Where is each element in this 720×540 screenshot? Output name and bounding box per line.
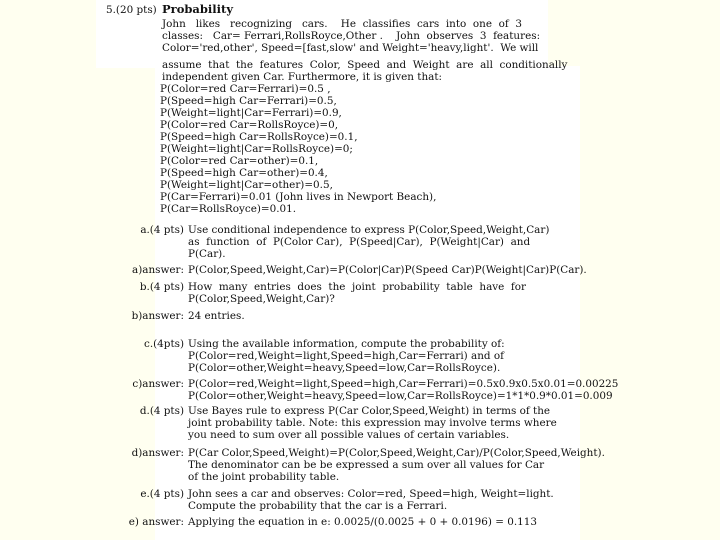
question-text: Use conditional independence to express P(Color,Speed,Weight,Car) bbox=[188, 224, 550, 236]
given-line: P(Car=Ferrari)=0.01 (John lives in Newport Beach), bbox=[160, 191, 437, 203]
question-text: P(Color,Speed,Weight,Car)? bbox=[188, 293, 335, 305]
question-label: d.(4 pts) bbox=[139, 405, 184, 417]
intro-line: independent given Car. Furthermore, it is given that: bbox=[162, 71, 443, 83]
question-text: Compute the probability that the car is a Ferrari. bbox=[188, 500, 448, 512]
answer-text: P(Car Color,Speed,Weight)=P(Color,Speed,Weight,Car)/P(Color,Speed,Weight). bbox=[188, 447, 605, 459]
answer-label: e) answer: bbox=[128, 516, 184, 528]
question-label: c.(4pts) bbox=[144, 338, 184, 350]
answer-text: P(Color=red,Weight=light,Speed=high,Car=Ferrari)=0.5x0.9x0.5x0.01=0.00225 bbox=[188, 378, 619, 390]
question-text: P(Car). bbox=[188, 248, 226, 260]
answer-label: a)answer: bbox=[132, 264, 184, 276]
problem-title: Probability bbox=[162, 2, 234, 16]
question-label: a.(4 pts) bbox=[140, 224, 184, 236]
question-text: John sees a car and observes: Color=red, Speed=high, Weight=light. bbox=[188, 488, 554, 500]
question-text: you need to sum over all possible values of certain variables. bbox=[188, 429, 510, 441]
answer-text: Applying the equation in e: 0.0025/(0.0025 + 0 + 0.0196) = 0.113 bbox=[188, 516, 537, 528]
answer-label: c)answer: bbox=[132, 378, 184, 390]
given-line: P(Color=red Car=Ferrari)=0.5 , bbox=[160, 83, 331, 95]
question-text: joint probability table. Note: this expression may involve terms where bbox=[188, 417, 557, 429]
given-line: P(Speed=high Car=other)=0.4, bbox=[160, 167, 328, 179]
answer-text: P(Color,Speed,Weight,Car)=P(Color|Car)P(Speed Car)P(Weight|Car)P(Car). bbox=[188, 264, 587, 276]
question-text: Using the available information, compute the probability of: bbox=[188, 338, 505, 350]
answer-text: P(Color=other,Weight=heavy,Speed=low,Car=RollsRoyce)=1*1*0.9*0.01=0.009 bbox=[188, 390, 613, 402]
question-text: How many entries does the joint probability table have for bbox=[188, 281, 526, 293]
intro-line: classes: Car= Ferrari,RollsRoyce,Other . John observes 3 features: bbox=[162, 30, 541, 42]
given-line: P(Weight=light|Car=RollsRoyce)=0; bbox=[160, 143, 353, 155]
given-line: P(Car=RollsRoyce)=0.01. bbox=[160, 203, 297, 215]
question-text: Use Bayes rule to express P(Car Color,Speed,Weight) in terms of the bbox=[188, 405, 551, 417]
question-text: P(Color=red,Weight=light,Speed=high,Car=Ferrari) and of bbox=[188, 350, 504, 362]
intro-line: Color='red,other', Speed=[fast,slow' and Weight='heavy,light'. We will bbox=[162, 42, 539, 54]
intro-line: John likes recognizing cars. He classifies cars into one of 3 bbox=[162, 18, 522, 30]
given-line: P(Color=red Car=RollsRoyce)=0, bbox=[160, 119, 339, 131]
intro-line: assume that the features Color, Speed and Weight are all conditionally bbox=[162, 59, 568, 71]
given-line: P(Speed=high Car=RollsRoyce)=0.1, bbox=[160, 131, 358, 143]
answer-text: of the joint probability table. bbox=[188, 471, 340, 483]
answer-text: The denominator can be be expressed a sum over all values for Car bbox=[188, 459, 545, 471]
given-line: P(Weight=light|Car=other)=0.5, bbox=[160, 179, 333, 191]
question-label: e.(4 pts) bbox=[140, 488, 184, 500]
question-text: P(Color=other,Weight=heavy,Speed=low,Car=RollsRoyce). bbox=[188, 362, 501, 374]
given-line: P(Speed=high Car=Ferrari)=0.5, bbox=[160, 95, 337, 107]
question-label: b.(4 pts) bbox=[139, 281, 184, 293]
given-line: P(Color=red Car=other)=0.1, bbox=[160, 155, 319, 167]
question-text: as function of P(Color Car), P(Speed|Car), P(Weight|Car) and bbox=[188, 236, 531, 248]
answer-label: d)answer: bbox=[131, 447, 184, 459]
problem-number: 5.(20 pts) bbox=[106, 4, 157, 16]
answer-text: 24 entries. bbox=[188, 310, 245, 322]
answer-label: b)answer: bbox=[131, 310, 184, 322]
given-line: P(Weight=light|Car=Ferrari)=0.9, bbox=[160, 107, 342, 119]
